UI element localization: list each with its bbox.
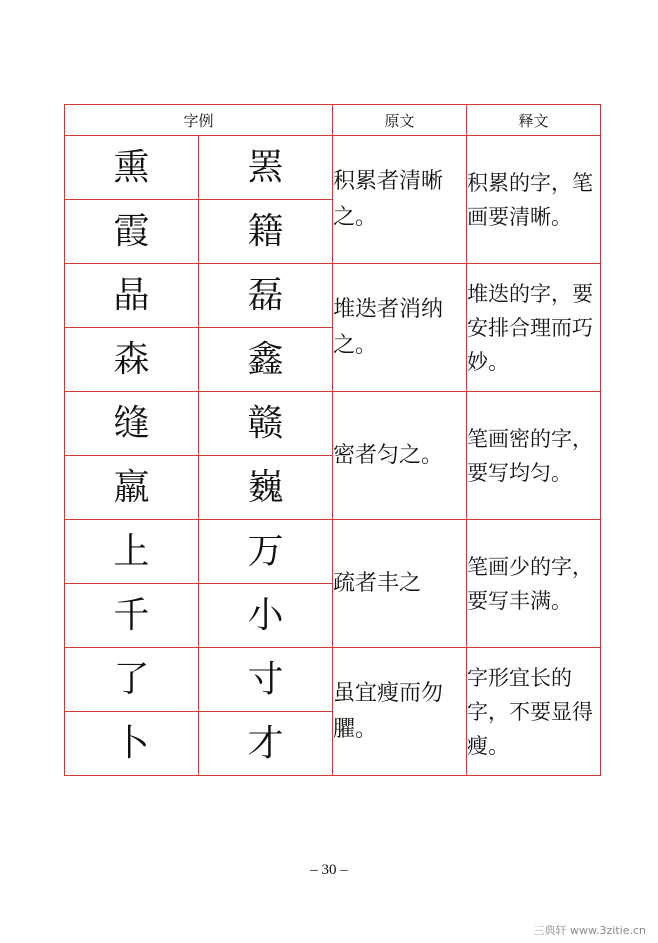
example-char: 卜 xyxy=(65,712,199,776)
table-row xyxy=(65,648,601,712)
example-char: 缝 xyxy=(65,392,199,456)
example-char: 千 xyxy=(65,584,199,648)
original-text: 疏者丰之 xyxy=(333,520,467,648)
watermark: 三典轩 www.3zitie.cn xyxy=(533,924,646,937)
example-char: 磊 xyxy=(199,264,333,328)
original-text: 积累者清晰之。 xyxy=(333,136,467,264)
table-row xyxy=(65,520,601,584)
example-char: 森 xyxy=(65,328,199,392)
example-char: 了 xyxy=(65,648,199,712)
example-char: 才 xyxy=(199,712,333,776)
table-row xyxy=(65,392,601,456)
example-char: 巍 xyxy=(199,456,333,520)
page-number: – 30 – xyxy=(310,862,348,878)
example-char: 赣 xyxy=(199,392,333,456)
example-char: 鑫 xyxy=(199,328,333,392)
example-char: 熏 xyxy=(65,136,199,200)
example-char: 籍 xyxy=(199,200,333,264)
calligraphy-table xyxy=(64,104,601,776)
original-text: 密者匀之。 xyxy=(333,392,467,520)
header-row xyxy=(65,105,601,136)
original-text: 堆迭者消纳之。 xyxy=(333,264,467,392)
translation-text: 笔画少的字，要写丰满。 xyxy=(467,520,601,648)
header-translation: 释文 xyxy=(467,105,601,136)
table-row xyxy=(65,264,601,328)
example-char: 晶 xyxy=(65,264,199,328)
example-char: 上 xyxy=(65,520,199,584)
example-char: 罴 xyxy=(199,136,333,200)
original-text: 虽宜瘦而勿臞。 xyxy=(333,648,467,776)
example-char: 霞 xyxy=(65,200,199,264)
example-char: 万 xyxy=(199,520,333,584)
example-char: 小 xyxy=(199,584,333,648)
translation-text: 积累的字，笔画要清晰。 xyxy=(467,136,601,264)
header-original: 原文 xyxy=(333,105,467,136)
translation-text: 笔画密的字，要写均匀。 xyxy=(467,392,601,520)
example-char: 羸 xyxy=(65,456,199,520)
translation-text: 字形宜长的字，不要显得瘦。 xyxy=(467,648,601,776)
example-char: 寸 xyxy=(199,648,333,712)
translation-text: 堆迭的字，要安排合理而巧妙。 xyxy=(467,264,601,392)
table-row xyxy=(65,136,601,200)
header-examples: 字例 xyxy=(65,105,333,136)
